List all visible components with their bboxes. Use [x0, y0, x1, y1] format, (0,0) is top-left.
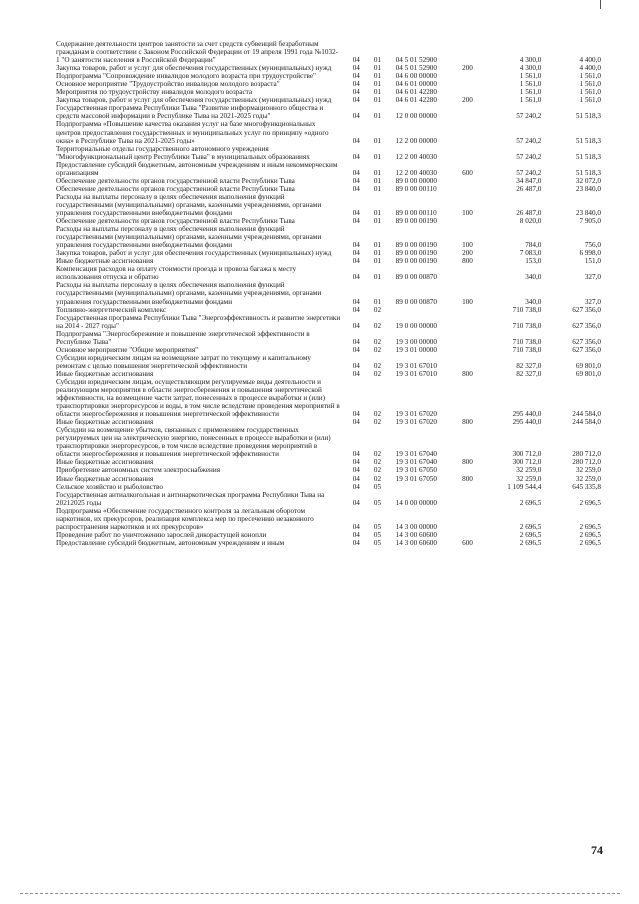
row-amount-year1: 57 240,2 [516, 168, 542, 177]
row-expense-type [456, 145, 478, 161]
table-row [56, 161, 601, 177]
row-subsection-code: 05 [373, 530, 382, 539]
row-target-article: 19 3 01 67010 [395, 369, 437, 378]
table-row [56, 306, 601, 314]
row-amount-year2: 2 696,5 [579, 538, 601, 547]
row-expense-type [456, 40, 478, 64]
row-amount-year1: 710 738,0 [512, 345, 542, 354]
row-section-code: 04 [352, 80, 360, 89]
row-amount-year1: 34 847,0 [516, 176, 542, 185]
row-section-code: 04 [352, 450, 360, 459]
table-row [56, 265, 601, 281]
row-target-article: 89 0 00 00870 [395, 273, 437, 282]
table-row [56, 88, 601, 96]
table-row [56, 80, 601, 88]
row-expense-type: 800 [462, 418, 473, 427]
row-subsection-code: 01 [373, 217, 382, 226]
row-section-code: 04 [352, 305, 360, 314]
row-name: Расходы на выплаты персоналу в целях обеспечения выполнения функций государственными (муниципальными) органами, казенными учреждениями, органами управления государственными внебюджетными фондами [56, 192, 322, 217]
row-amount-year2: 4 400,0 [579, 56, 601, 65]
row-section-code: 04 [352, 337, 360, 346]
row-target-article: 14 3 00 60600 [395, 530, 437, 539]
table-row [56, 483, 601, 491]
row-name: Иные бюджетные ассигнования [56, 418, 154, 427]
row-name: Подпрограмма "Сопровождение инвалидов молодого возраста при трудоустройстве" [56, 72, 316, 81]
table-row [56, 346, 601, 354]
row-target-article: 04 5 01 52900 [395, 56, 437, 65]
page-number: 74 [591, 843, 603, 857]
row-name: Иные бюджетные ассигнования [56, 474, 154, 483]
row-section-code: 04 [352, 184, 360, 193]
row-expense-type: 800 [462, 369, 473, 378]
row-expense-type: 600 [462, 168, 473, 177]
row-amount-year2: 51 518,3 [575, 152, 601, 161]
row-target-article: 19 3 01 67050 [395, 474, 437, 483]
row-amount-year1: 153,0 [525, 257, 542, 266]
row-expense-type: 100 [462, 241, 473, 250]
row-subsection-code: 02 [373, 305, 382, 314]
row-expense-type: 800 [462, 474, 473, 483]
row-amount-year2: 51 518,3 [575, 136, 601, 145]
row-subsection-code: 01 [373, 208, 382, 217]
row-target-article: 89 0 00 00110 [395, 184, 437, 193]
row-expense-type [456, 314, 478, 330]
row-subsection-code: 05 [373, 538, 382, 547]
row-amount-year2: 244 584,0 [572, 418, 601, 427]
row-amount-year1: 4 300,0 [519, 56, 542, 65]
row-target-article: 12 2 00 40030 [395, 152, 437, 161]
table-row [56, 96, 601, 104]
row-amount-year2: 4 400,0 [579, 64, 601, 73]
table-row [56, 354, 601, 370]
row-amount-year2: 6 998,0 [579, 249, 601, 258]
row-amount-year2: 627 356,0 [572, 345, 601, 354]
row-section-code: 04 [352, 112, 360, 121]
row-target-article [390, 306, 457, 314]
row-name: Государственная программа Республики Тыва "Энергоэффективность и развитие энергетики на 2014 - 2027 годы" [56, 313, 341, 330]
row-target-article: 04 6 01 42280 [395, 96, 437, 105]
row-amount-year2: 69 801,0 [575, 361, 601, 370]
row-subsection-code: 05 [373, 498, 382, 507]
row-target-article: 19 0 00 00000 [395, 321, 437, 330]
row-amount-year2: 51 518,3 [575, 168, 601, 177]
row-subsection-code: 01 [373, 184, 382, 193]
row-target-article: 89 0 00 00190 [395, 241, 437, 250]
row-section-code: 04 [352, 176, 360, 185]
row-target-article: 12 0 00 00000 [395, 112, 437, 121]
row-amount-year1: 340,0 [525, 273, 542, 282]
row-amount-year1: 340,0 [525, 297, 542, 306]
table-row [56, 145, 601, 161]
row-section-code: 04 [352, 458, 360, 467]
row-amount-year2: 1 561,0 [579, 80, 601, 89]
row-section-code: 04 [352, 482, 360, 491]
row-expense-type [456, 426, 478, 458]
row-amount-year2: 280 712,0 [572, 450, 601, 459]
row-name: Закупка товаров, работ и услуг для обеспечения государственных (муниципальных) нужд [56, 249, 332, 258]
table-row [56, 418, 601, 426]
row-subsection-code: 01 [373, 176, 382, 185]
row-name: Государственная антиалкогольная и антинаркотическая программа Республики Тыва на 20212025 годы [56, 490, 325, 507]
table-row [56, 217, 601, 225]
row-section-code: 04 [352, 410, 360, 419]
row-amount-year1: 1 561,0 [519, 88, 542, 97]
row-target-article: 89 0 00 00190 [395, 217, 437, 226]
row-name: Субсидии юридическим лицам, осуществляющим регулируемые виды деятельности и реализующим мероприятия в области энергосбережения и повышения энергетической эффективности, на возмещение части затрат, понесенных в процессе выработки и (или) транспортировки энергоресурсов и воды, в том числе вследствие проведения мероприятий в области энергосбережения и повышения энергетической эффективности [56, 377, 340, 419]
row-section-code: 04 [352, 498, 360, 507]
row-name: Иные бюджетные ассигнования [56, 369, 154, 378]
row-amount-year2: 756,0 [584, 241, 601, 250]
table-row [56, 531, 601, 539]
row-subsection-code: 01 [373, 88, 382, 97]
row-section-code: 04 [352, 466, 360, 475]
row-amount-year1: 57 240,2 [516, 112, 542, 121]
row-name: Приобретение автономных систем электроснабжения [56, 466, 221, 475]
row-subsection-code: 01 [373, 72, 382, 81]
row-target-article: 14 3 00 60600 [395, 538, 437, 547]
table-row [56, 426, 601, 458]
row-name: Подпрограмма «Обеспечение государственного контроля за легальным оборотом наркотиков, их прекурсоров, реализация комплекса мер по пресечению незаконного распространения наркотиков и их прекурсоров» [56, 506, 314, 531]
table-row [56, 64, 601, 72]
row-amount-year2: 1 561,0 [579, 72, 601, 81]
row-subsection-code: 01 [373, 241, 382, 250]
row-amount-year2: 327,0 [584, 273, 601, 282]
row-target-article: 04 6 00 00000 [395, 72, 437, 81]
row-expense-type [456, 72, 478, 80]
row-section-code: 04 [352, 345, 360, 354]
row-section-code: 04 [352, 297, 360, 306]
row-expense-type: 100 [462, 208, 473, 217]
row-name: Обеспечение деятельности органов государственной власти Республики Тыва [56, 217, 295, 226]
row-section-code: 04 [352, 474, 360, 483]
row-expense-type [456, 306, 478, 314]
row-section-code: 04 [352, 208, 360, 217]
row-expense-type [456, 217, 478, 225]
row-section-code: 04 [352, 273, 360, 282]
row-section-code: 04 [352, 241, 360, 250]
row-amount-year1: 300 712,0 [512, 458, 542, 467]
row-amount-year1: 295 440,0 [512, 410, 542, 419]
row-target-article: 19 3 01 67040 [395, 458, 437, 467]
row-name: Основное мероприятие "Трудоустройство инвалидов молодого возраста" [56, 80, 280, 89]
row-amount-year1: 2 696,5 [519, 530, 542, 539]
row-subsection-code: 01 [373, 64, 382, 73]
row-section-code: 04 [352, 88, 360, 97]
row-expense-type: 800 [462, 257, 473, 266]
row-target-article [390, 483, 457, 491]
table-row [56, 466, 601, 474]
row-section-code: 04 [352, 369, 360, 378]
table-row [56, 314, 601, 330]
row-subsection-code: 02 [373, 321, 382, 330]
row-amount-year1: 8 020,0 [519, 217, 542, 226]
row-name: Сельское хозяйство и рыболовство [56, 482, 163, 491]
row-amount-year1: 26 487,0 [516, 184, 542, 193]
table-row [56, 458, 601, 466]
row-section-code: 04 [352, 152, 360, 161]
row-expense-type [456, 346, 478, 354]
table-row [56, 72, 601, 80]
row-expense-type [456, 185, 478, 193]
row-target-article: 14 0 00 00000 [395, 498, 437, 507]
row-amount-year2: 23 840,0 [575, 208, 601, 217]
row-subsection-code: 02 [373, 345, 382, 354]
row-target-article: 12 2 00 00000 [395, 136, 437, 145]
row-amount-year2: 280 712,0 [572, 458, 601, 467]
table-row [56, 539, 601, 547]
row-name: Мероприятия по трудоустройству инвалидов молодого возраста [56, 88, 253, 97]
budget-table-body [56, 40, 601, 547]
row-amount-year2: 51 518,3 [575, 112, 601, 121]
row-section-code: 04 [352, 530, 360, 539]
row-amount-year1: 57 240,2 [516, 152, 542, 161]
row-amount-year1: 710 738,0 [512, 337, 542, 346]
row-name: Государственная программа Республики Тыва "Развитие информационного общества и средств массовой информации в Республике Тыва на 2021-2025 годы" [56, 104, 324, 121]
row-amount-year1: 295 440,0 [512, 418, 542, 427]
row-name: Содержание деятельности центров занятости за счет средств субвенций безработным гражданам в соответствии с Законом Российской Федерации от 19 апреля 1991 года №1032-1 "О занятости населения в Российской Федерации" [56, 40, 339, 65]
table-row [56, 193, 601, 217]
row-name: Закупка товаров, работ и услуг для обеспечения государственных (муниципальных) нужд [56, 64, 332, 73]
row-amount-year2: 2 696,5 [579, 498, 601, 507]
row-amount-year1: 710 738,0 [512, 321, 542, 330]
row-amount-year1: 32 259,0 [516, 466, 542, 475]
row-section-code: 04 [352, 217, 360, 226]
row-subsection-code: 02 [373, 361, 382, 370]
table-row [56, 40, 601, 64]
row-target-article: 19 3 01 67020 [395, 418, 437, 427]
row-expense-type [456, 80, 478, 88]
row-section-code: 04 [352, 361, 360, 370]
row-amount-year1: 710 738,0 [512, 305, 542, 314]
row-subsection-code: 01 [373, 80, 382, 89]
row-name: Обеспечение деятельности органов государственной власти Республики Тыва [56, 176, 295, 185]
table-row [56, 370, 601, 378]
page-edge-mark [600, 0, 601, 9]
row-subsection-code: 01 [373, 112, 382, 121]
row-amount-year1: 82 327,0 [516, 361, 542, 370]
row-name: Топливно-энергетический комплекс [56, 305, 167, 314]
row-subsection-code: 02 [373, 474, 382, 483]
row-target-article: 89 0 00 00190 [395, 257, 437, 266]
row-subsection-code: 01 [373, 56, 382, 65]
row-section-code: 04 [352, 522, 360, 531]
row-expense-type [456, 466, 478, 474]
row-section-code: 04 [352, 64, 360, 73]
row-expense-type: 200 [462, 249, 473, 258]
row-name: Предоставление субсидий бюджетным, автономным учреждениям и иным [56, 538, 285, 547]
row-subsection-code: 02 [373, 337, 382, 346]
row-amount-year2: 23 840,0 [575, 184, 601, 193]
row-subsection-code: 05 [373, 522, 382, 531]
row-section-code: 04 [352, 96, 360, 105]
row-name: Расходы на выплаты персоналу в целях обеспечения выполнения функций государственными (муниципальными) органами, казенными учреждениями, органами управления государственными внебюджетными фондами [56, 225, 322, 250]
row-target-article: 89 0 00 00000 [395, 176, 437, 185]
row-amount-year1: 57 240,2 [516, 136, 542, 145]
row-expense-type [456, 120, 478, 144]
row-amount-year2: 1 561,0 [579, 96, 601, 105]
row-subsection-code: 02 [373, 418, 382, 427]
budget-table [56, 40, 601, 547]
row-expense-type: 800 [462, 458, 473, 467]
row-section-code: 04 [352, 321, 360, 330]
table-row [56, 281, 601, 305]
table-row [56, 378, 601, 418]
table-row [56, 177, 601, 185]
row-amount-year1: 32 259,0 [516, 474, 542, 483]
table-row [56, 257, 601, 265]
row-amount-year2: 32 259,0 [575, 466, 601, 475]
table-row [56, 104, 601, 120]
row-name: Основное мероприятие "Общие мероприятия" [56, 345, 199, 354]
table-row [56, 491, 601, 507]
row-section-code: 04 [352, 72, 360, 81]
row-name: Субсидии на возмещение убытков, связанных с применением государственных регулируемых цен на электрическую энергию, понесенных в процессе выработки и (или) транспортировки энергоресурсов, в том числе вследствие проведения мероприятий в области энергосбережения и повышения энергетической эффективности [56, 426, 331, 459]
table-row [56, 507, 601, 531]
row-subsection-code: 01 [373, 168, 382, 177]
row-name: Предоставление субсидий бюджетным, автономным учреждениям и иным некоммерческим организациям [56, 160, 338, 177]
row-subsection-code: 01 [373, 273, 382, 282]
row-amount-year1: 1 109 544,4 [507, 482, 542, 491]
row-target-article: 89 0 00 00190 [395, 249, 437, 258]
row-amount-year2: 327,0 [584, 297, 601, 306]
row-amount-year2: 2 696,5 [579, 530, 601, 539]
row-subsection-code: 01 [373, 249, 382, 258]
row-subsection-code: 01 [373, 257, 382, 266]
row-target-article: 19 3 00 00000 [395, 337, 437, 346]
row-amount-year1: 82 327,0 [516, 369, 542, 378]
row-name: Проведение работ по уничтожению зарослей дикорастущей конопли [56, 530, 267, 539]
row-section-code: 04 [352, 168, 360, 177]
row-name: Подпрограмма «Повышение качества оказания услуг на базе многофункциональных центров предоставления государственных и муниципальных услуг по принципу «одного окна» в Республике Тыва на 2021-2025 годы» [56, 120, 329, 145]
table-row [56, 475, 601, 483]
table-row [56, 225, 601, 249]
row-amount-year2: 69 801,0 [575, 369, 601, 378]
row-expense-type [456, 177, 478, 185]
row-target-article: 12 2 00 40030 [395, 168, 437, 177]
row-amount-year1: 4 300,0 [519, 64, 542, 73]
row-expense-type [456, 104, 478, 120]
table-row [56, 249, 601, 257]
row-expense-type [456, 265, 478, 281]
row-name: Территориальные отделы государственного автономного учреждения "Многофункциональный центр Республики Тыва" в муниципальных образованиях [56, 144, 310, 161]
row-subsection-code: 01 [373, 96, 382, 105]
row-section-code: 04 [352, 257, 360, 266]
row-expense-type [456, 483, 478, 491]
row-expense-type [456, 491, 478, 507]
row-amount-year2: 32 259,0 [575, 474, 601, 483]
row-amount-year2: 627 356,0 [572, 321, 601, 330]
row-amount-year2: 7 905,0 [579, 217, 601, 226]
row-name: Субсидии юридическим лицам на возмещение затрат по текущему и капитальному ремонтам с целью повышения энергетической эффективности [56, 353, 312, 370]
row-amount-year1: 1 561,0 [519, 96, 542, 105]
row-amount-year2: 151,0 [584, 257, 601, 266]
row-expense-type: 200 [462, 96, 473, 105]
row-subsection-code: 02 [373, 466, 382, 475]
row-amount-year2: 627 356,0 [572, 305, 601, 314]
row-target-article: 19 3 01 00000 [395, 345, 437, 354]
row-name: Обеспечение деятельности органов государственной власти Республики Тыва [56, 184, 295, 193]
bottom-rule [20, 893, 620, 894]
table-row [56, 185, 601, 193]
row-section-code: 04 [352, 538, 360, 547]
row-amount-year2: 627 356,0 [572, 337, 601, 346]
row-amount-year1: 2 696,5 [519, 522, 542, 531]
row-subsection-code: 02 [373, 450, 382, 459]
table-row [56, 330, 601, 346]
row-amount-year1: 1 561,0 [519, 80, 542, 89]
row-target-article: 19 3 01 67040 [395, 450, 437, 459]
row-name: Компенсация расходов на оплату стоимости проезда и провоза багажа к месту использования отпуска и обратно [56, 265, 297, 282]
row-target-article: 89 0 00 00110 [395, 208, 437, 217]
row-expense-type [456, 378, 478, 418]
row-expense-type: 100 [462, 297, 473, 306]
row-name: Подпрограмма "Энергосбережение и повышение энергетической эффективности в Республике Тыва" [56, 329, 310, 346]
row-amount-year2: 645 335,8 [572, 482, 601, 491]
row-subsection-code: 02 [373, 458, 382, 467]
row-amount-year1: 1 561,0 [519, 72, 542, 81]
row-name: Иные бюджетные ассигнования [56, 257, 154, 266]
row-amount-year1: 2 696,5 [519, 538, 542, 547]
row-amount-year1: 300 712,0 [512, 450, 542, 459]
row-amount-year2: 244 584,0 [572, 410, 601, 419]
row-expense-type [456, 354, 478, 370]
row-name: Расходы на выплаты персоналу в целях обеспечения выполнения функций государственными (муниципальными) органами, казенными учреждениями, органами управления государственными внебюджетными фондами [56, 281, 322, 306]
row-section-code: 04 [352, 249, 360, 258]
row-expense-type: 200 [462, 64, 473, 73]
row-subsection-code: 05 [373, 482, 382, 491]
row-subsection-code: 02 [373, 410, 382, 419]
row-expense-type: 600 [462, 538, 473, 547]
row-section-code: 04 [352, 418, 360, 427]
row-amount-year1: 7 083,0 [519, 249, 542, 258]
row-name: Закупка товаров, работ и услуг для обеспечения государственных (муниципальных) нужд [56, 96, 332, 105]
row-section-code: 04 [352, 56, 360, 65]
row-target-article: 04 6 01 42280 [395, 88, 437, 97]
row-expense-type [456, 330, 478, 346]
row-target-article: 19 3 01 67010 [395, 361, 437, 370]
row-target-article: 14 3 00 00000 [395, 522, 437, 531]
table-row [56, 120, 601, 144]
row-subsection-code: 01 [373, 152, 382, 161]
row-name: Иные бюджетные ассигнования [56, 458, 154, 467]
row-expense-type [456, 507, 478, 531]
row-target-article: 04 5 01 52900 [395, 64, 437, 73]
row-expense-type [456, 531, 478, 539]
row-amount-year2: 2 696,5 [579, 522, 601, 531]
row-section-code: 04 [352, 136, 360, 145]
row-amount-year1: 784,0 [525, 241, 542, 250]
row-subsection-code: 01 [373, 136, 382, 145]
row-amount-year2: 32 072,0 [575, 176, 601, 185]
row-amount-year2: 1 561,0 [579, 88, 601, 97]
row-target-article: 89 0 00 00870 [395, 297, 437, 306]
row-target-article: 04 6 01 00000 [395, 80, 437, 89]
row-target-article: 19 3 01 67020 [395, 410, 437, 419]
row-subsection-code: 02 [373, 369, 382, 378]
row-amount-year1: 26 487,0 [516, 208, 542, 217]
row-expense-type [456, 88, 478, 96]
row-amount-year1: 2 696,5 [519, 498, 542, 507]
row-subsection-code: 01 [373, 297, 382, 306]
row-target-article: 19 3 01 67050 [395, 466, 437, 475]
